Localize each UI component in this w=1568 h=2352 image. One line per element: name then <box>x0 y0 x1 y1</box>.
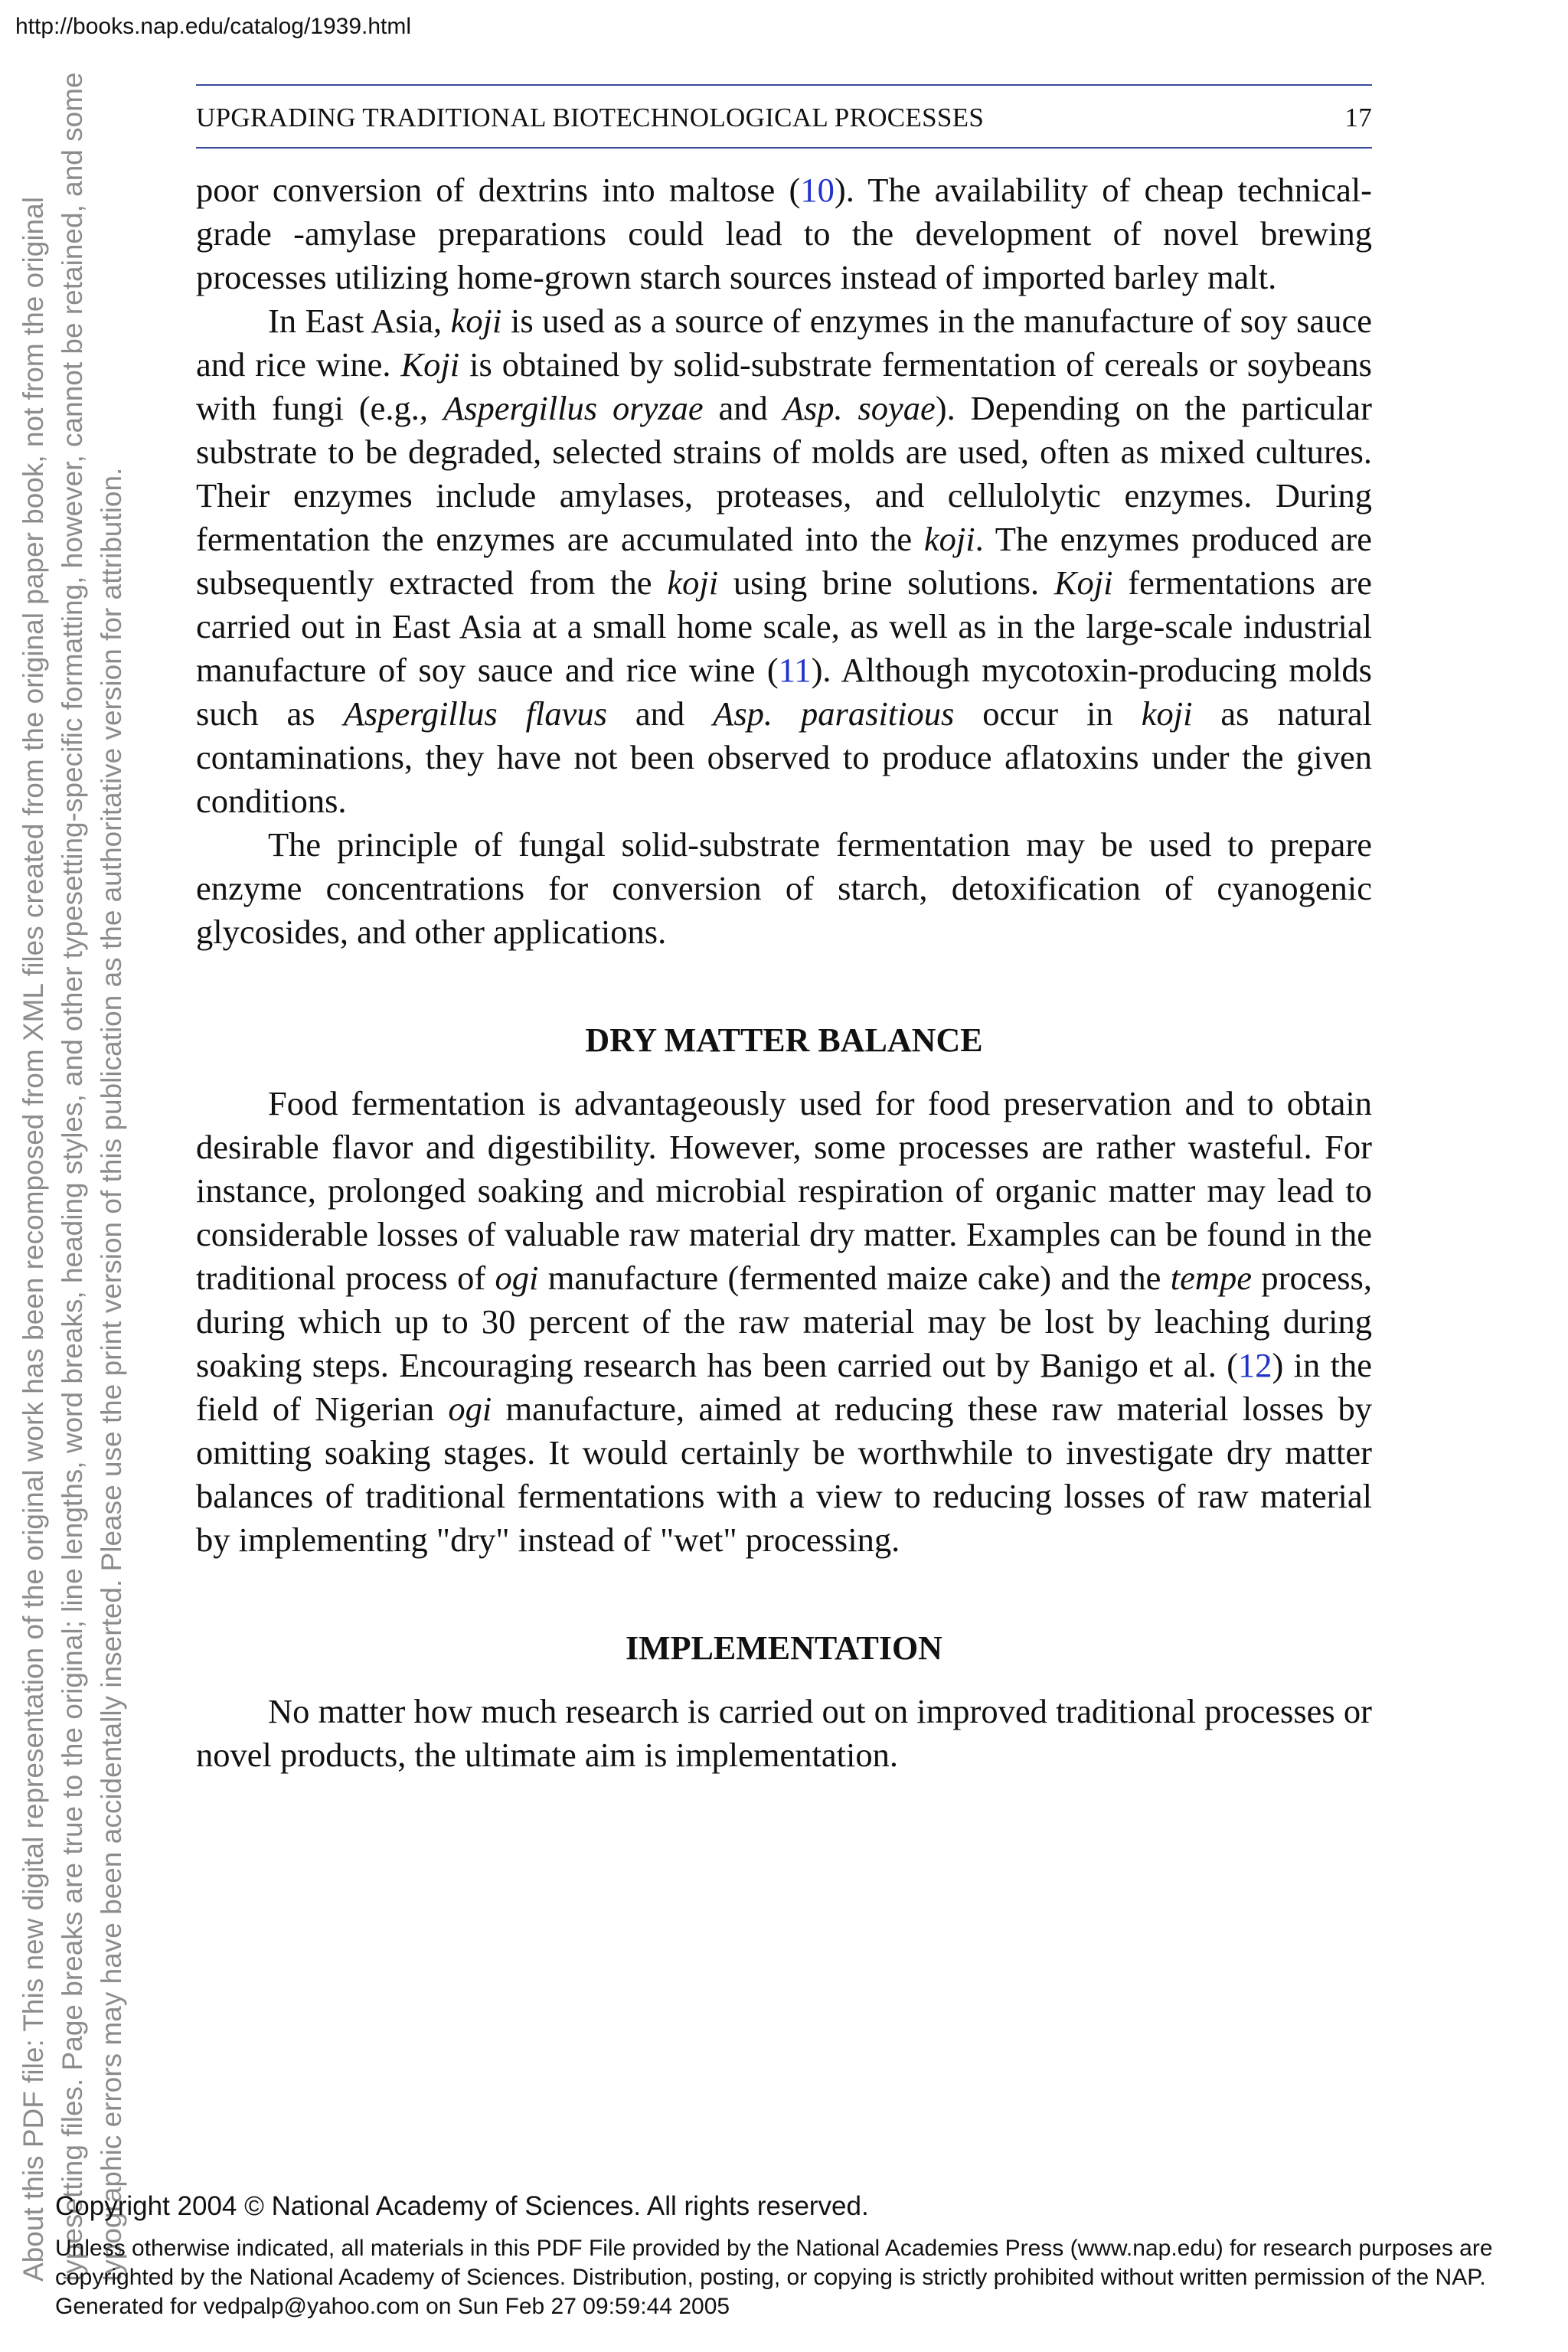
p2-italic: Aspergillus flavus <box>343 694 607 733</box>
p2-text: using brine solutions. <box>718 564 1054 602</box>
p4-text: process, during which up to 30 percent of the raw material may be lost by leaching during soaking steps. Encouraging research has been carried out by Banigo et al. ( <box>196 1259 1372 1384</box>
p2-text: and <box>703 389 783 427</box>
page-number: 17 <box>1344 103 1372 132</box>
paragraph-2 <box>196 299 1372 823</box>
p2-italic: Aspergillus oryzae <box>443 389 704 427</box>
p2-italic: koji <box>450 302 502 340</box>
section-heading-implementation: IMPLEMENTATION <box>626 1629 942 1667</box>
p2-text: as natural contaminations, they have not been observed to produce aflatoxins under the given conditions. <box>196 694 1373 820</box>
copyright-notice: Copyright 2004 © National Academy of Sciences. All rights reserved. <box>55 2191 869 2221</box>
p4-text: manufacture, aimed at reducing these raw material losses by omitting soaking stages. It would certainly be worthwhile to investigate dry matter balances of traditional fermentations with a view to reducing losses of raw material by implementing "dry" instead of "wet" processing. <box>196 1390 1372 1559</box>
p2-text: . The enzymes produced are subsequently extracted from the <box>196 520 1373 602</box>
p2-text: is used as a source of enzymes in the manufacture of soy sauce and rice wine. <box>196 302 1372 384</box>
generated-stamp: Generated for vedpalp@yahoo.com on Sun Feb 27 09:59:44 2005 <box>55 2294 730 2319</box>
p2-italic: koji <box>923 520 975 558</box>
running-head-title: UPGRADING TRADITIONAL BIOTECHNOLOGICAL PROCESSES <box>196 103 985 132</box>
paragraph-1 <box>196 168 1372 299</box>
body-text <box>196 168 1372 1777</box>
reference-link-10[interactable]: 10 <box>800 171 835 209</box>
book-page <box>196 84 1372 1777</box>
p2-text: occur in <box>954 694 1142 733</box>
page-footer <box>55 2190 1525 2321</box>
p1-text-b: ). The availability of cheap technical-grade -amylase preparations could lead to the development of novel brewing processes utilizing home-grown starch sources instead of imported barley malt. <box>196 171 1372 296</box>
p2-text: fermentations are carried out in East Asia at a small home scale, as well as in the large-scale industrial manufacture of soy sauce and rice wine ( <box>196 564 1373 689</box>
pdf-disclaimer-sidebar: About this PDF file: This new digital representation of the original work has been recomposed from XML files created from the original paper book, not from the original typesetting files. Page breaks are true to the original; line lengths, word breaks, heading styles, and other typesetting-specific formatting, however, cannot be retained, and some typographic errors may have been accidentally inserted. Please use the print version of this publication as the authoritative version for attribution. <box>18 72 127 2282</box>
p2-text: is obtained by solid-substrate fermentation of cereals or soybeans with fungi (e.g., <box>196 345 1372 427</box>
p1-text-a: poor conversion of dextrins into maltose ( <box>196 171 801 209</box>
source-url[interactable]: http://books.nap.edu/catalog/1939.html <box>15 14 412 39</box>
p2-italic: Asp. soyae <box>782 389 936 427</box>
section-heading-dry-matter-balance: DRY MATTER BALANCE <box>585 1021 983 1059</box>
paragraph-3: The principle of fungal solid-substrate fermentation may be used to prepare enzyme concentrations for conversion of starch, detoxification of cyanogenic glycosides, and other applications. <box>196 825 1372 951</box>
p4-text: manufacture (fermented maize cake) and the <box>538 1259 1171 1297</box>
p2-italic: Koji <box>400 345 460 384</box>
p2-text: In East Asia, <box>268 302 451 340</box>
p2-text: ). Although mycotoxin-producing molds such as <box>196 651 1372 733</box>
p4-text: ) in the field of Nigerian <box>196 1346 1372 1428</box>
usage-notice: Unless otherwise indicated, all materials in this PDF File provided by the National Academies Press (www.nap.edu) for research purposes are copyrighted by the National Academy of Sciences. Distribution, posting, or copying is strictly prohibited without written permission of the NAP. <box>55 2236 1493 2290</box>
p4-italic: ogi <box>448 1390 492 1428</box>
p2-text: ). Depending on the particular substrate to be degraded, selected strains of molds are used, often as mixed cultures. Their enzymes include amylases, proteases, and cellulolytic enzymes. During fermentation the enzymes are accumulated into the <box>196 389 1372 558</box>
paragraph-4 <box>196 1082 1372 1562</box>
running-head <box>196 84 1372 149</box>
p2-text: and <box>606 694 714 733</box>
reference-link-11[interactable]: 11 <box>778 651 812 689</box>
p2-italic: koji <box>1141 694 1193 733</box>
p2-italic: Koji <box>1054 564 1113 602</box>
reference-link-12[interactable]: 12 <box>1238 1346 1272 1384</box>
p2-italic: koji <box>667 564 719 602</box>
p2-italic: Asp. parasitious <box>713 694 955 733</box>
p4-italic: ogi <box>495 1259 539 1297</box>
p4-italic: tempe <box>1170 1259 1253 1297</box>
p4-text: Food fermentation is advantageously used for food preservation and to obtain desirable flavor and digestibility. However, some processes are rather wasteful. For instance, prolonged soaking and microbial respiration of organic matter may lead to considerable losses of valuable raw material dry matter. Examples can be found in the traditional process of <box>196 1084 1372 1297</box>
paragraph-5: No matter how much research is carried out on improved traditional processes or novel products, the ultimate aim is implementation. <box>196 1692 1372 1774</box>
